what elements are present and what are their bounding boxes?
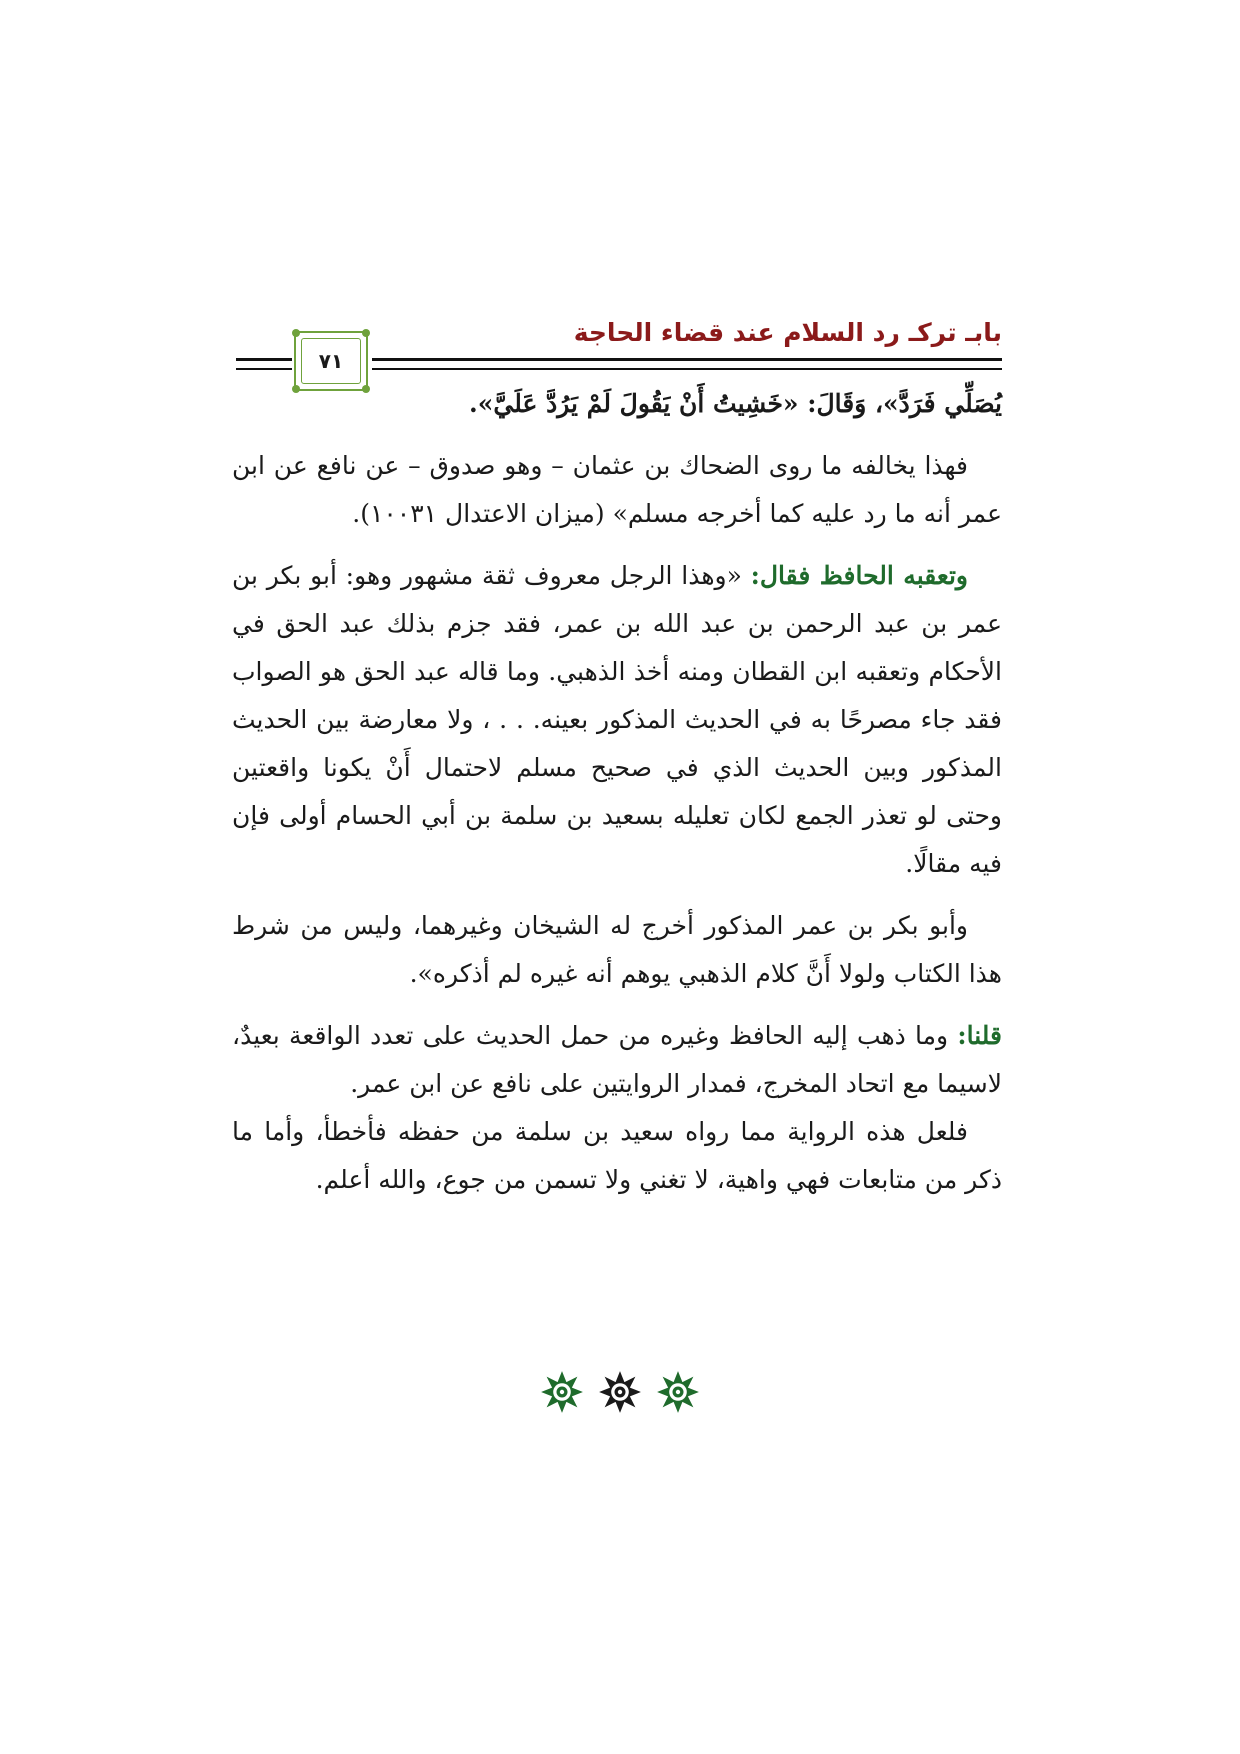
header-rule-bottom [372,368,1002,370]
page-number: ٧١ [301,338,361,384]
header-rule-left-bottom [236,368,292,370]
paragraph-dhahak: فهذا يخالفه ما روى الضحاك بن عثمان – وهو صدوق – عن نافع عن ابن عمر أنه ما رد عليه كما أخرجه مسلم» (ميزان الاعتدال ١٠٠٣١). [232,451,1002,528]
hafiz-label: وتعقبه الحافظ فقال: [750,561,968,590]
star-flower-ornament-icon [656,1370,700,1414]
paragraph-hafiz [232,552,1002,888]
header-rule-top [372,358,1002,361]
star-flower-ornament-icon [598,1370,642,1414]
star-flower-ornament-icon [540,1370,584,1414]
badge-corner-ornament-icon [292,329,300,337]
hadith-line: يُصَلِّي فَرَدَّ»، وَقَالَ: «خَشِيتُ أَنْ يَقُولَ لَمْ يَرُدَّ عَلَيَّ». [469,389,1002,418]
header-rule-left-top [236,358,292,361]
qulna-label: قلنا: [957,1021,1002,1050]
badge-corner-ornament-icon [362,329,370,337]
spacer [232,888,1002,902]
qulna-text: وما ذهب إليه الحافظ وغيره من حمل الحديث على تعدد الواقعة بعيدٌ، لاسيما مع اتحاد المخرج، فمدار الروايتين على نافع عن ابن عمر. [232,1021,1002,1098]
paragraph-conclusion: فلعل هذه الرواية مما رواه سعيد بن سلمة من حفظه فأخطأ، وأما ما ذكر من متابعات فهي واهية، لا تغني ولا تسمن من جوع، والله أعلم. [232,1117,1002,1194]
section-end-ornaments [520,1370,720,1420]
page-body [232,380,1002,1218]
hafiz-text: «وهذا الرجل معروف ثقة مشهور وهو: أبو بكر بن عمر بن عبد الرحمن بن عبد الله بن عمر، فقد جزم بذلك عبد الحق في الأحكام وتعقبه ابن القطان ومنه أخذ الذهبي. وما قاله عبد الحق هو الصواب فقد جاء مصرحًا به في الحديث المذكور بعينه. . . ، ولا معارضة بين الحديث المذكور وبين الحديث الذي في صحيح مسلم لاحتمال أَنْ يكونا واقعتين وحتى لو تعذر الجمع لكان تعليله بسعيد بن سلمة بن أبي الحسام أولى فإن فيه مقالًا. [232,561,1002,878]
chapter-title: بابـ تركـ رد السلام عند قضاء الحاجة [573,318,1002,347]
paragraph-abubakr: وأبو بكر بن عمر المذكور أخرج له الشيخان وغيرهما، وليس من شرط هذا الكتاب ولولا أَنَّ كلام الذهبي يوهم أنه غيره لم أذكره». [232,911,1002,988]
paragraph-qulna [232,1012,1002,1108]
